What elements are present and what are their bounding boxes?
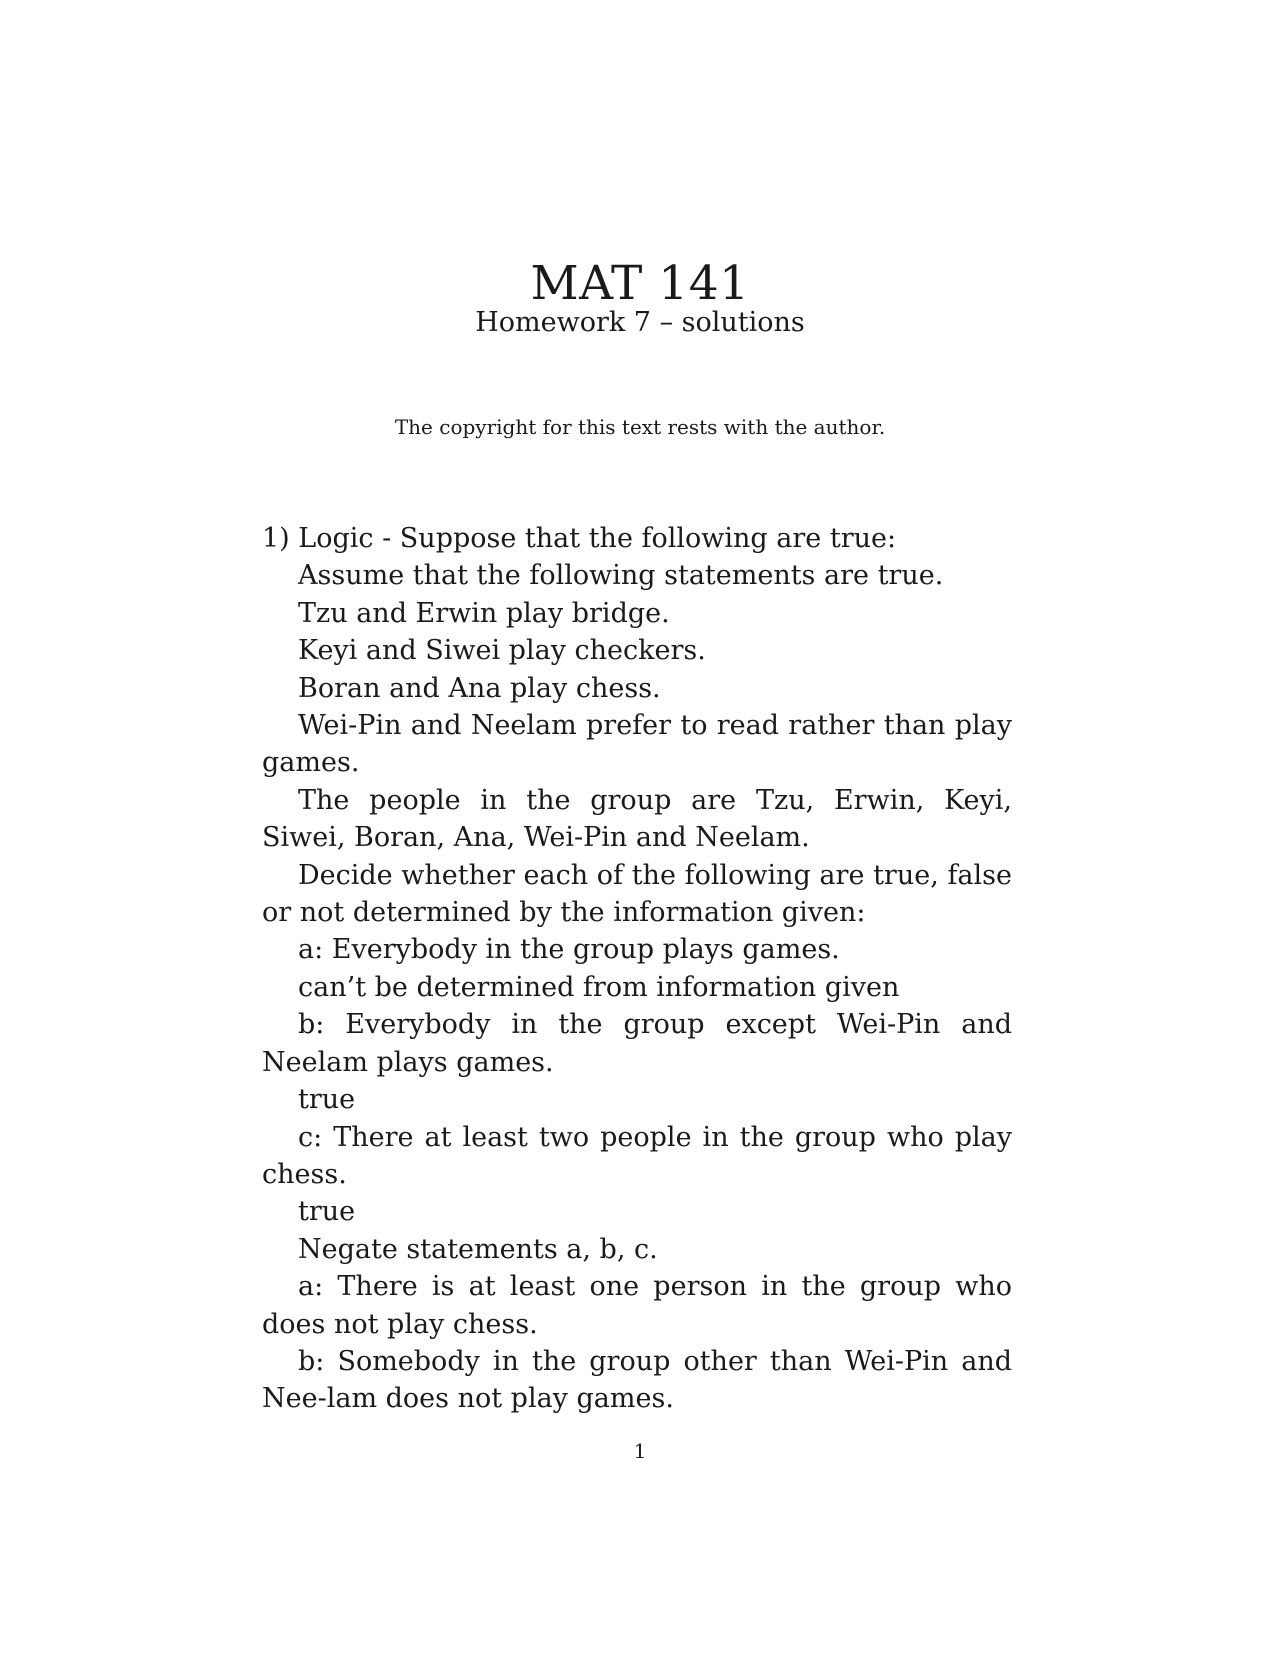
page-number: 1 — [633, 1439, 647, 1463]
paragraph: Wei-Pin and Neelam prefer to read rather than play games. — [262, 710, 1012, 779]
paragraph: Keyi and Siwei play checkers. — [298, 635, 706, 667]
document-title: MAT 141 — [530, 256, 750, 311]
paragraph: Boran and Ana play chess. — [298, 672, 661, 704]
paragraph: Tzu and Erwin play bridge. — [298, 597, 670, 629]
paragraph: a: Everybody in the group plays games. — [298, 934, 840, 966]
paragraph: true — [298, 1196, 356, 1228]
paragraph: Decide whether each of the following are true, false or not determined by the information given: — [262, 859, 1012, 929]
paragraph: a: There is at least one person in the group who does not play chess. — [262, 1271, 1012, 1340]
problem-heading: 1) Logic - Suppose that the following are true: — [262, 523, 897, 554]
paragraph: true — [298, 1084, 356, 1116]
paragraph: b: Somebody in the group other than Wei-Pin and Nee-lam does not play games. — [262, 1345, 1012, 1415]
document-subtitle: Homework 7 – solutions — [475, 307, 805, 338]
paragraph: can’t be determined from information given — [298, 971, 900, 1003]
paragraph: The people in the group are Tzu, Erwin, Keyi, Siwei, Boran, Ana, Wei-Pin and Neelam. — [262, 784, 1012, 854]
problem-body — [262, 520, 1012, 1418]
paragraph: Negate statements a, b, c. — [298, 1233, 658, 1265]
paragraph: b: Everybody in the group except Wei-Pin and Neelam plays games. — [262, 1009, 1012, 1078]
copyright-notice: The copyright for this text rests with the author. — [394, 415, 886, 439]
paragraph: c: There at least two people in the group who play chess. — [262, 1121, 1012, 1190]
paragraph: Assume that the following statements are true. — [298, 560, 944, 592]
